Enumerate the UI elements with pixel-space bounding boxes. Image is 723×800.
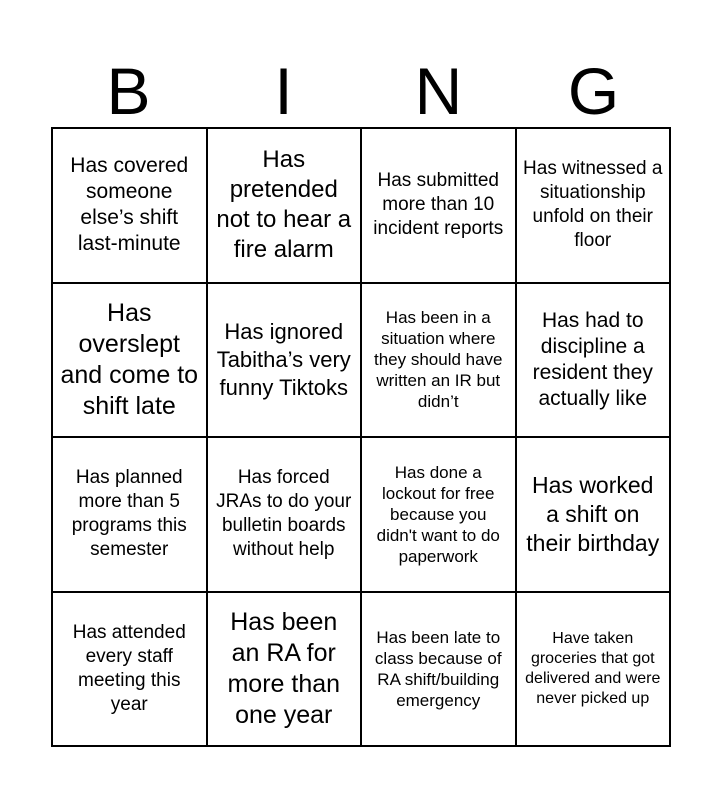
bingo-cell[interactable] — [52, 128, 207, 283]
bingo-cell-text: Has worked a shift on their birthday — [526, 471, 660, 556]
bingo-cell[interactable] — [516, 128, 671, 283]
bingo-cell[interactable] — [207, 437, 362, 592]
bingo-cell-text: Has done a lockout for free because you didn't want to do paperwork — [376, 462, 500, 566]
bingo-cell[interactable] — [52, 437, 207, 592]
bingo-cell[interactable] — [361, 283, 516, 438]
bingo-cell-text: Has been an RA for more than one year — [227, 607, 341, 729]
bingo-cell-text: Has ignored Tabitha’s very funny Tiktoks — [216, 318, 351, 400]
bingo-cell-text: Have taken groceries that got delivered and were never picked up — [525, 629, 661, 707]
bingo-cell-text: Has pretended not to hear a fire alarm — [216, 146, 352, 264]
bingo-cell-text: Has planned more than 5 programs this semester — [71, 467, 187, 561]
bingo-cell-text: Has attended every staff meeting this year — [72, 621, 186, 715]
bingo-cell[interactable] — [516, 437, 671, 592]
header-letter-n: N — [414, 54, 463, 128]
header-letter-b: B — [106, 54, 151, 128]
bingo-cell[interactable] — [52, 283, 207, 438]
bingo-cell[interactable] — [361, 128, 516, 283]
bingo-cell[interactable] — [207, 592, 362, 747]
bingo-cell[interactable] — [52, 592, 207, 747]
bingo-cell-text: Has been in a situation where they should have written an IR but didn’t — [373, 308, 503, 412]
bingo-cell[interactable] — [516, 283, 671, 438]
header-letter-i: I — [274, 54, 293, 128]
bingo-cell[interactable] — [207, 283, 362, 438]
bingo-cell-text: Has covered someone else’s shift last-minute — [70, 154, 189, 256]
header-letter-g: G — [567, 54, 620, 128]
bingo-cell-text: Has had to discipline a resident they actually like — [532, 308, 653, 410]
bingo-cell[interactable] — [361, 592, 516, 747]
bingo-board — [51, 127, 671, 747]
bingo-cell-text: Has witnessed a situationship unfold on their floor — [523, 158, 663, 252]
bingo-cell[interactable] — [207, 128, 362, 283]
bingo-cell-text: Has submitted more than 10 incident reports — [373, 170, 504, 240]
bingo-cell-text: Has forced JRAs to do your bulletin boards without help — [216, 467, 352, 561]
bingo-cell-text: Has overslept and come to shift late — [60, 298, 199, 420]
bingo-cell-text: Has been late to class because of RA shift/building emergency — [374, 627, 502, 710]
bingo-cell[interactable] — [516, 592, 671, 747]
bingo-cell[interactable] — [361, 437, 516, 592]
